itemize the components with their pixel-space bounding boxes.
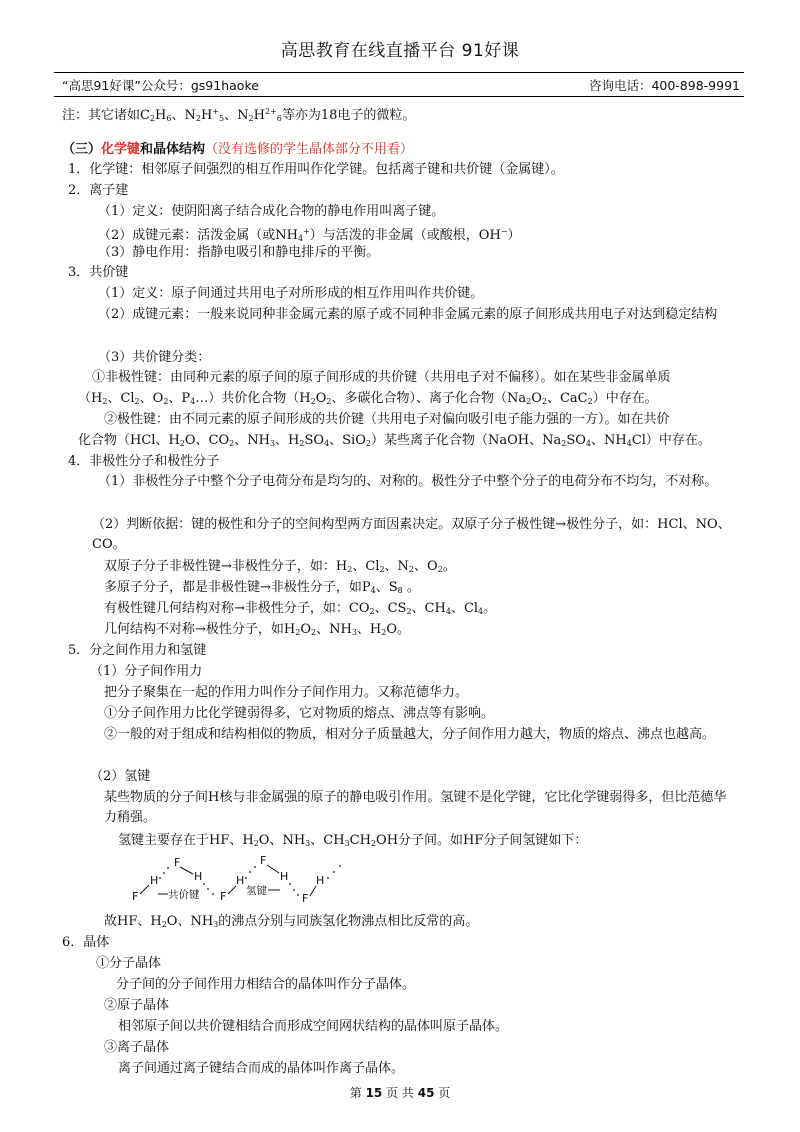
item-4-2: （2）判断依据：键的极性和分子的空间构型两方面因素决定。双原子分子极性键→极性分子，如：HCl、NO、CO。 [92, 517, 731, 552]
atom-h-2: H [194, 870, 203, 883]
vdw-definition: 把分子聚集在一起的作用力叫作分子间作用力。又称范德华力。 [104, 685, 469, 700]
ionic-crystal-def: 离子间通过离子键结合而成的晶体叫作离子晶体。 [118, 1061, 405, 1076]
item-3-3: （3）共价键分类： [98, 350, 211, 365]
bond-3 [228, 886, 236, 894]
atom-h-5: H [316, 874, 325, 887]
item-4: 4．非极性分子和极性分子 [68, 454, 220, 469]
hf-hydrogen-bond-diagram [118, 850, 358, 910]
item-6: 6．晶体 [62, 935, 110, 950]
atom-h-4: H [280, 870, 289, 883]
item-3: 3．共价键 [68, 265, 129, 280]
atomic-crystal-heading: ②原子晶体 [104, 998, 170, 1013]
atom-h-3: H [236, 874, 245, 887]
header-rule-top [54, 72, 744, 73]
molecular-crystal-heading: ①分子晶体 [96, 956, 162, 971]
page-footer: 第 15 页 共 45 页 [349, 1086, 451, 1100]
molecular-crystal-def: 分子间的分子间作用力相结合的晶体叫作分子晶体。 [116, 977, 416, 992]
bond-1 [140, 885, 149, 894]
atom-f-1: F [132, 890, 139, 903]
vdw-point-1: ①分子间作用力比化学键弱得多，它对物质的熔点、沸点等有影响。 [104, 706, 495, 721]
page-total: 45 [417, 1086, 435, 1100]
atom-f-2: F [174, 856, 181, 869]
atom-f-4: F [260, 854, 267, 867]
page-number: 15 [365, 1086, 383, 1100]
item-5-2: （2）氢键 [90, 769, 151, 784]
hbond-occurrence: 氢键主要存在于HF、$H_2O$、$NH_3$、$CH_3CH_2OH$分子间。如HF分子间氢键如下： [118, 833, 588, 848]
item-2: 2．离子建 [68, 183, 129, 198]
atom-f-5: F [302, 892, 309, 905]
nonpolar-bond-examples: （$H_2$、$Cl_2$、$O_2$、$P_4\dots$）共价化合物（$H_2O_2$、多碳化合物）、离子化合物（$Na_2O_2$、CaC$_2$）中存在。 [78, 391, 658, 406]
item-2-3: （3）静电作用：指静电吸引和静电排斥的平衡。 [98, 245, 380, 260]
item-4-1: （1）非极性分子中整个分子电荷分布是均匀的、对称的。极性分子中整个分子的电荷分布不均匀，不对称。 [98, 474, 718, 489]
polar-bond-examples: 化合物（HCl、$H_2O$、$CO_2$、$NH_3$、$H_2SO_4$、SiO$_2$）某些离子化合物（NaOH、$Na_2SO_4$、$NH_4Cl$）中存在。 [78, 433, 711, 448]
note-line: 注：其它诸如$C_2H_6$、$N_2H^+_5$、$N_2H^{2+}_6$等亦为18电子的微粒。 [62, 107, 416, 123]
polar-bond-line: ②极性键：由不同元素的原子间形成的共价键（共用电子对偏向吸引电子能力强的一方）。如在共价 [104, 412, 670, 427]
asymmetric-polar: 几何结构不对称→极性分子，如$H_2O_2$、$NH_3$、$H_2O$。 [104, 622, 411, 637]
item-2-2: （2）成键元素：活泼金属（或$NH_4^+$）与活泼的非金属（或酸根，OH−） [98, 227, 521, 243]
bond-4 [267, 865, 279, 873]
diatomic-nonpolar: 双原子分子非极性键→非极性分子，如：$H_2$、$Cl_2$、$N_2$、$O_2$。 [104, 559, 456, 574]
nonpolar-bond-line: ①非极性键：由同种元素的原子间的原子间形成的共价键（共用电子对不偏移）。如在某些非金属单质 [92, 370, 671, 385]
symmetric-nonpolar: 有极性键几何结构对称→非极性分子，如：$CO_2$、$CS_2$、$CH_4$、$Cl_4$。 [104, 601, 497, 616]
item-5: 5．分之间作用力和氢键 [68, 643, 207, 658]
bond-5 [310, 886, 316, 896]
hbond-consequence: 故HF、$H_2O$、$NH_3$的沸点分别与同族氢化物沸点相比反常的高。 [104, 914, 479, 929]
label-covalent-bond: 共价键 [168, 889, 200, 901]
label-hydrogen-bond: 氢键 [246, 885, 267, 897]
vdw-point-2: ②一般的对于组成和结构相似的物质，相对分子质量越大，分子间作用力越大，物质的熔点、沸点也越高。 [104, 727, 716, 742]
item-3-2: （2）成键元素：一般来说同种非金属元素的原子或不同种非金属元素的原子间形成共用电子对达到稳定结构 [98, 307, 718, 322]
atom-h-1: H [150, 874, 159, 887]
bond-2 [180, 867, 193, 874]
header-wechat: “高思91好课”公众号：gs91haoke [62, 78, 259, 93]
item-5-1: （1）分子间作用力 [90, 664, 203, 679]
ionic-crystal-heading: ③离子晶体 [104, 1040, 170, 1055]
page-header-title: 高思教育在线直播平台 91好课 [280, 41, 520, 61]
atomic-crystal-def: 相邻原子间以共价键相结合而形成空间网状结构的晶体叫原子晶体。 [118, 1019, 509, 1034]
polyatomic-nonpolar: 多原子分子，都是非极性键→非极性分子，如$P_4$、$S_8$ 。 [104, 580, 420, 595]
item-2-1: （1）定义：使阴阳离子结合成化合物的静电作用叫离子键。 [98, 204, 445, 219]
item-1: 1．化学键：相邻原子间强烈的相互作用叫作化学键。包括离子键和共价键（金属键）。 [68, 162, 564, 177]
section-heading: （三）化学键和晶体结构（没有选修的学生晶体部分不用看） [62, 142, 414, 157]
header-phone: 咨询电话：400-898-9991 [588, 78, 740, 93]
header-rule-bottom [54, 96, 744, 97]
hbond-definition: 某些物质的分子间H核与非金属强的原子的静电吸引作用。氢键不是化学键，它比化学键弱得多，但比范德华力稍强。 [104, 790, 727, 825]
atom-f-3: F [220, 890, 227, 903]
item-3-1: （1）定义：原子间通过共用电子对所形成的相互作用叫作共价键。 [98, 286, 484, 301]
